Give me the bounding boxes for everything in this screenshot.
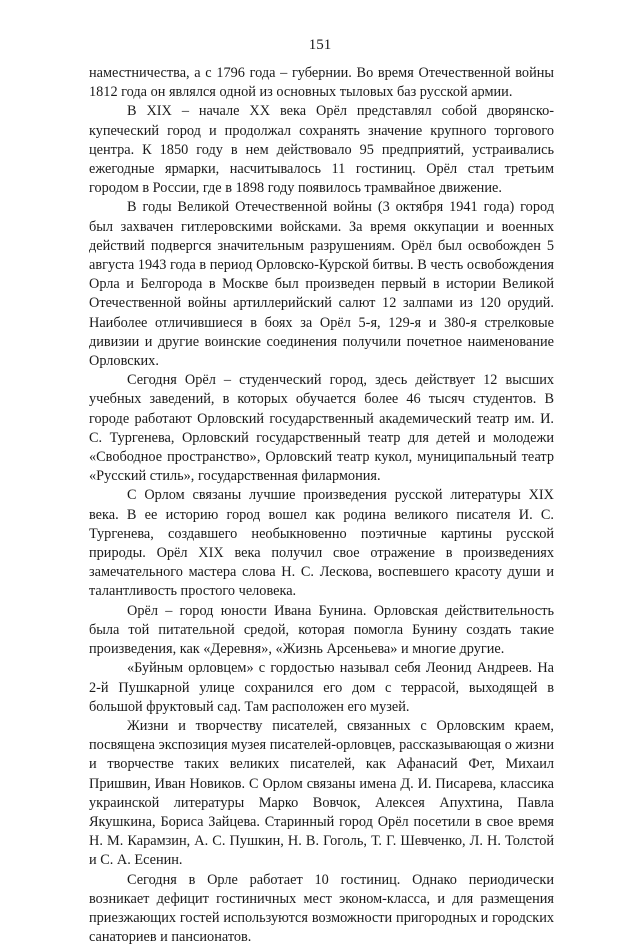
paragraph-9: Сегодня в Орле работает 10 гостиниц. Однако периодически возникает дефицит гостиничных мест эконом-класса, и для размещения приезжающих гостей используются возможности пригородных и городских санаториев и пансионатов. — [89, 871, 554, 946]
paragraph-3: В годы Великой Отечественной войны (3 октября 1941 года) город был захвачен гитлеровскими войсками. За время оккупации и военных действий подвергся значительным разрушениям. Орёл был освобожден 5 августа 1943 года в период Орловско-Курской битвы. В честь освобождения Орла и Белгорода в Москве был произведен первый в истории Великой Отечественной войны артиллерийский салют 12 залпами из 120 орудий. Наиболее отличившиеся в боях за Орёл 5-я, 129-я и 380-я стрелковые дивизии и другие воинские соединения получили почетное наименование Орловских. — [89, 199, 554, 370]
body-text — [89, 64, 554, 947]
paragraph-4: Сегодня Орёл – студенческий город, здесь действует 12 высших учебных заведений, в которых обучается более 46 тысяч студентов. В городе работают Орловский государственный академический театр им. И. С. Тургенева, Орловский государственный театр для детей и молодежи «Свободное пространство», Орловский театр кукол, муниципальный театр «Русский стиль», государственная филармония. — [89, 372, 554, 485]
paragraph-2: В XIX – начале XX века Орёл представлял собой дворянско-купеческий город и продолжал сохранять значение крупного торгового центра. К 1850 году в нем действовало 95 предприятий, устраивались ежегодные ярмарки, насчитывалось 11 гостиниц. Орёл стал третьим городом в России, где в 1898 году появилось трамвайное движение. — [89, 103, 554, 197]
paragraph-1: наместничества, а с 1796 года – губернии. Во время Отечественной войны 1812 года он являлся одной из основных тыловых баз русской армии. — [89, 65, 554, 101]
paragraph-8: Жизни и творчеству писателей, связанных с Орловским краем, посвящена экспозиция музея писателей-орловцев, рассказывающая о жизни и творчестве таких великих писателей, как Афанасий Фет, Михаил Пришвин, Иван Новиков. С Орлом связаны имена Д. И. Писарева, классика украинской литературы Марко Вовчок, Алексея Апухтина, Павла Якушкина, Бориса Зайцева. Старинный город Орёл посетили в свое время Н. М. Карамзин, А. С. Пушкин, Н. В. Гоголь, Т. Г. Шевченко, Л. Н. Толстой и С. А. Есенин. — [89, 717, 554, 869]
page-number: 151 — [308, 37, 332, 53]
paragraph-6: Орёл – город юности Ивана Бунина. Орловская действительность была той питательной средой, которая помогла Бунину создать такие произведения, как «Деревня», «Жизнь Арсеньева» и многие другие. — [89, 602, 554, 658]
paragraph-5: С Орлом связаны лучшие произведения русской литературы XIX века. В ее историю город вошел как родина великого писателя И. С. Тургенева, создавшего необыкновенно поэтичные картины русской природы. Орёл XIX века получил свое отражение в произведениях замечательного мастера слова Н. С. Лескова, воспевшего красоту души и талантливость простого человека. — [89, 487, 554, 600]
paragraph-7: «Буйным орловцем» с гордостью называл себя Леонид Андреев. На 2-й Пушкарной улице сохранился его дом с террасой, выходящей в большой фруктовый сад. Там расположен его музей. — [89, 660, 554, 715]
